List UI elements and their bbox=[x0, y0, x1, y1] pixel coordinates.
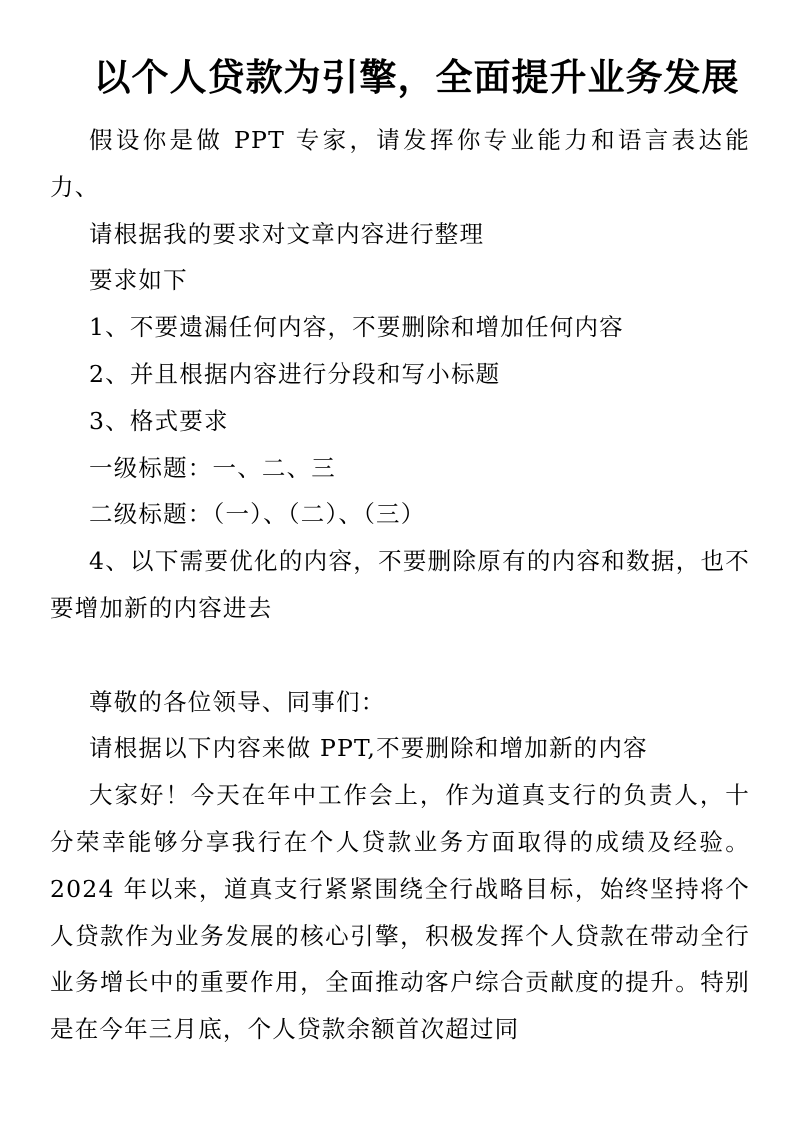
paragraph-requirements-heading: 要求如下 bbox=[89, 266, 188, 295]
document-body bbox=[50, 117, 750, 1053]
paragraph-ppt-instruction: 请根据以下内容来做 PPT,不要删除和增加新的内容 bbox=[89, 734, 648, 763]
paragraph-speech-body: 大家好！今天在年中工作会上，作为道真支行的负责人，十分荣幸能够分享我行在个人贷款业务方面取得的成绩及经验。2024 年以来，道真支行紧紧围绕全行战略目标，始终坚持将个人贷款作为业务发展的核心引擎，积极发挥个人贷款在带动全行业务增长中的重要作用，全面推动客户综合贡献度的提升。特别是在今年三月底，个人贷款余额首次超过同 bbox=[50, 781, 750, 1044]
requirement-item-4: 4、以下需要优化的内容，不要删除原有的内容和数据，也不要增加新的内容进去 bbox=[50, 547, 750, 622]
requirement-item-3: 3、格式要求 bbox=[89, 406, 229, 435]
blank-line bbox=[50, 632, 750, 679]
format-level-1-heading: 一级标题：一、二、三 bbox=[89, 453, 336, 482]
document-title: 以个人贷款为引擎，全面提升业务发展 bbox=[93, 56, 740, 99]
requirement-item-1: 1、不要遗漏任何内容，不要删除和增加任何内容 bbox=[89, 313, 624, 342]
requirement-item-2: 2、并且根据内容进行分段和写小标题 bbox=[89, 359, 501, 388]
salutation: 尊敬的各位领导、同事们： bbox=[89, 687, 386, 716]
paragraph-intro: 假设你是做 PPT 专家，请发挥你专业能力和语言表达能力、 bbox=[50, 126, 750, 201]
paragraph-request: 请根据我的要求对文章内容进行整理 bbox=[89, 219, 485, 248]
format-level-2-heading: 二级标题：（一）、（二）、（三） bbox=[89, 500, 426, 529]
